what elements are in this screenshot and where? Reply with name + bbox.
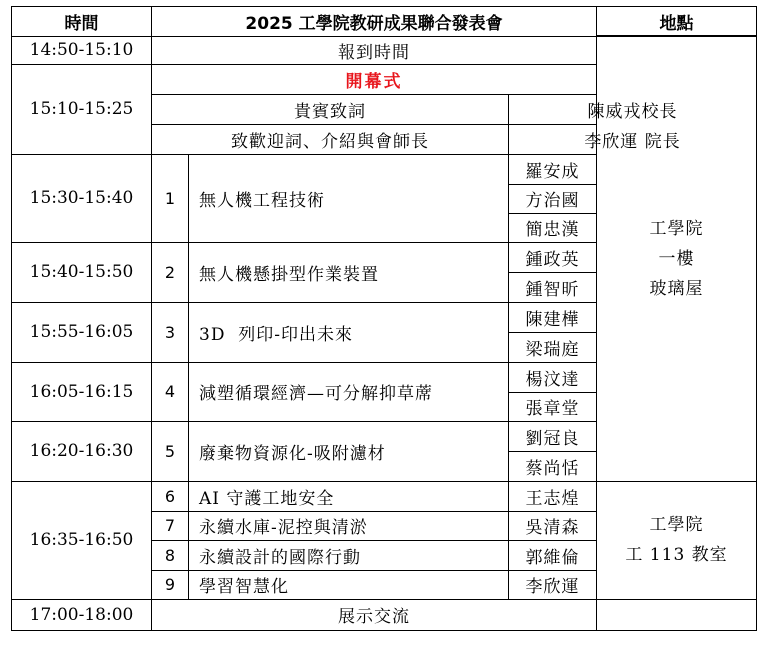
g7-title: 永續水庫-泥控與清淤 [189,511,509,540]
location-secondary-line1: 工學院 [649,515,704,535]
location-primary-line2: 一樓 [658,248,695,269]
g8-title: 永續設計的國際行動 [189,540,509,570]
p2-title: 無人機懸掛型作業裝置 [189,242,509,302]
p1-number: 1 [152,154,189,242]
g8-presenter: 郭維倫 [509,540,597,570]
location-secondary-line2: 工 113 教室 [625,545,728,565]
p4-title: 減塑循環經濟—可分解抑草蓆 [189,362,509,421]
opening-ceremony-label: 開幕式 [152,64,597,94]
p3-presenter-2: 梁瑞庭 [509,332,597,362]
p5-title: 廢棄物資源化-吸附濾材 [189,421,509,481]
p3-number: 3 [152,302,189,362]
g9-title: 學習智慧化 [189,570,509,599]
p3-presenter-1: 陳建樺 [509,302,597,332]
p1-presenter-3: 簡忠漢 [509,213,597,242]
p5-number: 5 [152,421,189,481]
p1-presenter-2: 方治國 [509,184,597,213]
opening-time: 15:10-15:25 [12,64,152,154]
p4-presenter-1: 楊汶達 [509,362,597,392]
closing-time: 17:00-18:00 [12,599,152,630]
p1-time: 15:30-15:40 [12,154,152,242]
checkin-time: 14:50-15:10 [12,36,152,64]
g9-presenter: 李欣運 [509,570,597,599]
p5-presenter-2: 蔡尚恬 [509,451,597,481]
p5-presenter-1: 劉冠良 [509,421,597,451]
location-primary-line3: 玻璃屋 [649,278,704,299]
closing-location [597,599,757,630]
p4-number: 4 [152,362,189,421]
guest-speaker: 陳威戎校長 [509,94,757,124]
p3-time: 15:55-16:05 [12,302,152,362]
group-time: 16:35-16:50 [12,481,152,599]
g7-number: 7 [152,511,189,540]
welcome-speech-label: 致歡迎詞、介紹與會師長 [152,124,509,154]
p2-time: 15:40-15:50 [12,242,152,302]
header-time: 時間 [12,7,152,37]
p1-title: 無人機工程技術 [189,154,509,242]
p3-title: 3D 列印-印出未來 [189,302,509,362]
p4-presenter-2: 張章堂 [509,392,597,421]
g9-number: 9 [152,570,189,599]
schedule-table [11,6,757,631]
welcome-speaker: 李欣運 院長 [509,124,757,154]
location-primary-line1: 工學院 [649,218,704,239]
header-location: 地點 [597,7,757,37]
g6-presenter: 王志煌 [509,481,597,511]
location-secondary [597,481,757,599]
g6-number: 6 [152,481,189,511]
g8-number: 8 [152,540,189,570]
p2-presenter-2: 鍾智昕 [509,272,597,302]
p2-presenter-1: 鍾政英 [509,242,597,272]
p5-time: 16:20-16:30 [12,421,152,481]
g7-presenter: 吳清森 [509,511,597,540]
g6-title: AI 守護工地安全 [189,481,509,511]
guest-speech-label: 貴賓致詞 [152,94,509,124]
closing-label: 展示交流 [152,599,597,630]
p2-number: 2 [152,242,189,302]
p1-presenter-1: 羅安成 [509,154,597,184]
event-title: 2025 工學院教研成果聯合發表會 [152,7,597,37]
p4-time: 16:05-16:15 [12,362,152,421]
checkin-label: 報到時間 [152,36,597,64]
